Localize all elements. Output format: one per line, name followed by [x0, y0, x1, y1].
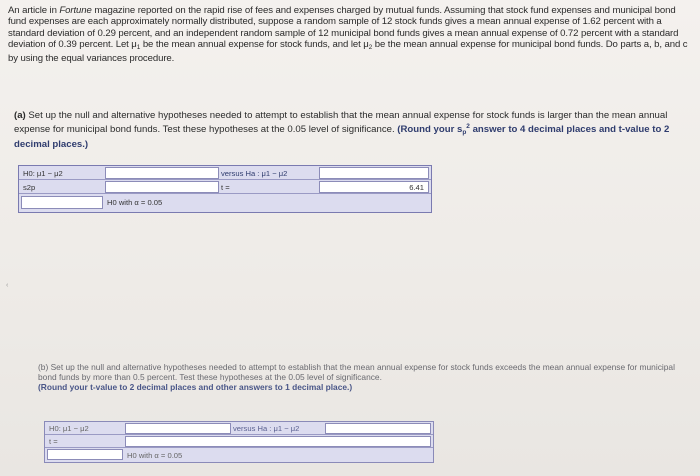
h0-with-alpha-label: H0 with α = 0.05	[107, 198, 163, 207]
part-b-text: Set up the null and alternative hypotheses needed to attempt to establish that the mean annual expense for stock funds exceeds the mean annual expense for municipal bond funds by more than 0.5 percent. Test these hypotheses at the 0.05 level of significance.	[38, 362, 675, 383]
part-a-text: Set up the null and alternative hypotheses needed to attempt to establish that the mean annual expense for stock funds is larger than the mean annual expense for municipal bond funds. Test these hypotheses at the 0.05 level of significance.	[14, 110, 668, 136]
h0-value-input[interactable]	[105, 167, 219, 179]
part-a-answer-table	[18, 165, 432, 213]
decision-select[interactable]	[47, 449, 123, 460]
problem-statement	[8, 5, 688, 64]
divider	[45, 447, 433, 448]
t-label: t =	[49, 437, 58, 446]
intro-text: magazine reported on the rapid rise of fees and expenses charged by mutual funds. Assuming that stock fund expenses and municipal bond fund expenses are each approximately normally distributed, suppose a random sample of 12 stock funds gives a mean annual expense of 1.62 percent with a standard deviation of 0.29 percent, and an independent random sample of 12 municipal bond funds gives a mean annual expense of 0.72 percent with a standard deviation of 0.39 percent. Let μ	[8, 5, 679, 50]
part-b-answer-table	[44, 421, 434, 463]
t-label: t =	[221, 183, 230, 192]
s2p-input[interactable]	[105, 181, 219, 193]
part-b-label: (b)	[38, 362, 49, 372]
ha-value-input[interactable]	[325, 423, 431, 434]
ha-label: versus Ha : μ1 − μ2	[233, 424, 300, 433]
h0-label: H0: μ1 − μ2	[23, 169, 63, 178]
divider	[19, 193, 431, 194]
part-b-instruction: (Round your t-value to 2 decimal places and other answers to 1 decimal place.)	[38, 382, 353, 393]
ha-label: versus Ha : μ1 − μ2	[221, 169, 288, 178]
intro-text: be the mean annual expense for stock funds, and let μ	[140, 38, 369, 50]
t-value: 6.41	[409, 183, 424, 192]
s2p-label: s2p	[23, 183, 36, 192]
magazine-name: Fortune	[59, 5, 92, 16]
h0-label: H0: μ1 − μ2	[49, 424, 89, 433]
part-b-question	[38, 362, 688, 393]
intro-text: An article in	[8, 5, 60, 16]
intro-text: be the mean annual expense for municipal bond funds. Do parts a, b, and c by using the equal variances procedure.	[8, 38, 688, 65]
h0-with-alpha-label: H0 with α = 0.05	[127, 451, 183, 460]
scroll-indicator-icon: ‹	[6, 282, 9, 289]
divider	[19, 179, 431, 180]
part-a-instruction: (Round your $s_p^2$ answer to 4 decimal places and t-value to 2 decimal places.)	[14, 123, 670, 150]
h0-value-input[interactable]	[125, 423, 231, 434]
t-value-input[interactable]	[125, 436, 431, 447]
ha-value-input[interactable]	[319, 167, 429, 179]
subscript: 1	[136, 43, 141, 51]
part-a-question	[14, 110, 690, 150]
divider	[45, 434, 433, 435]
t-value-input[interactable]	[319, 181, 429, 193]
subscript: 2	[368, 43, 373, 51]
part-a-label: (a)	[14, 110, 26, 121]
decision-select[interactable]	[21, 196, 103, 209]
